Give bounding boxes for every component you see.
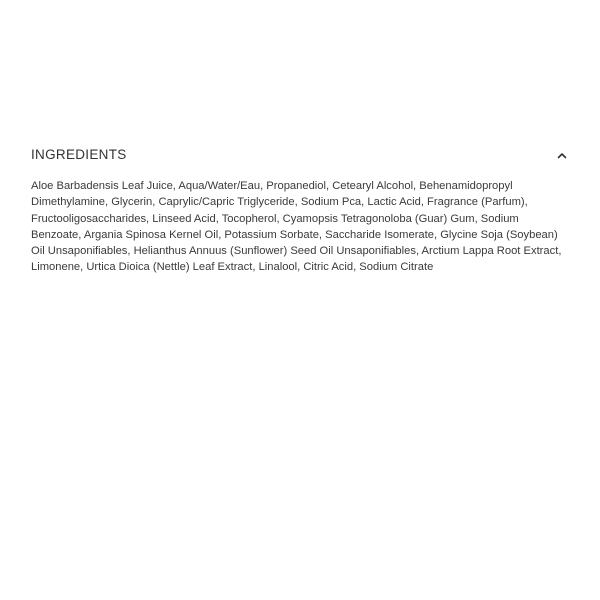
- ingredients-list-text: Aloe Barbadensis Leaf Juice, Aqua/Water/Eau, Propanediol, Cetearyl Alcohol, Behenamidopropyl Dimethylamine, Glycerin, Caprylic/Capric Triglyceride, Sodium Pca, Lactic Acid, Fragrance (Parfum), Fructooligosaccharides, Linseed Acid, Tocopherol, Cyamopsis Tetragonoloba (Guar) Gum, Sodium Benzoate, Argania Spinosa Kernel Oil, Potassium Sorbate, Saccharide Isomerate, Glycine Soja (Soybean) Oil Unsaponifiables, Helianthus Annuus (Sunflower) Seed Oil Unsaponifiables, Arctium Lappa Root Extract, Limonene, Urtica Dioica (Nettle) Leaf Extract, Linalool, Citric Acid, Sodium Citrate: [31, 180, 562, 274]
- ingredients-accordion-header[interactable]: [31, 144, 569, 166]
- ingredients-accordion: [31, 144, 569, 276]
- ingredients-title: INGREDIENTS: [31, 147, 127, 162]
- chevron-up-icon[interactable]: [555, 148, 569, 162]
